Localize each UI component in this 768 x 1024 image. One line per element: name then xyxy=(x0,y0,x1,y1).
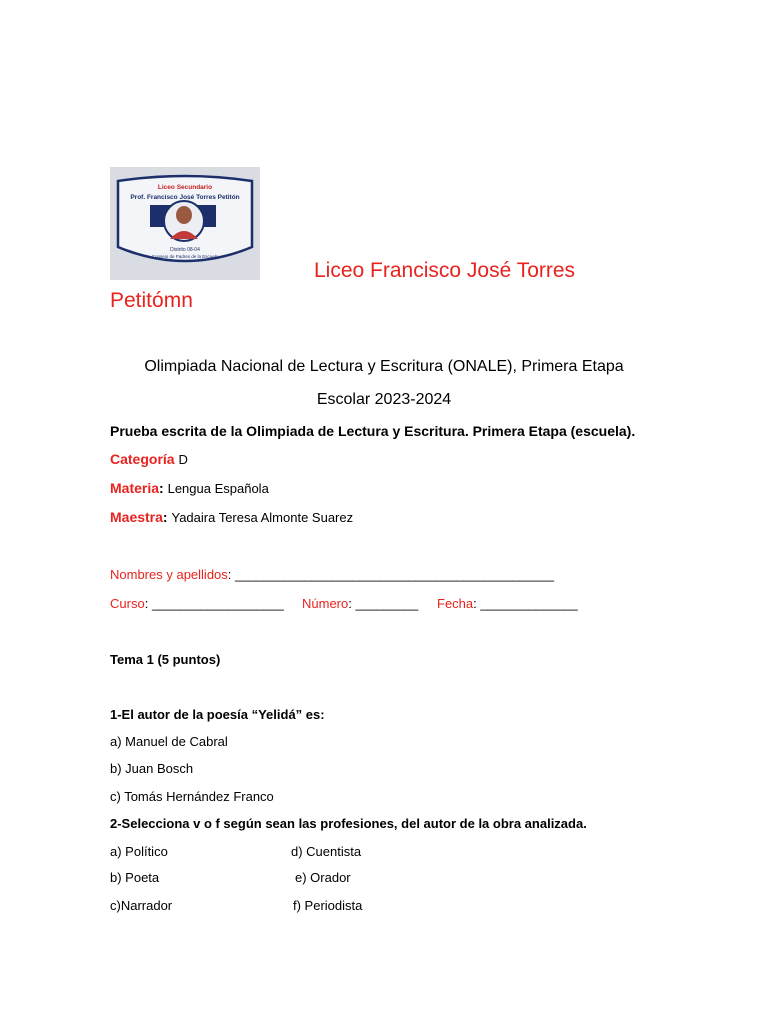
school-logo xyxy=(110,167,260,280)
subject-label: Materia xyxy=(110,480,160,496)
course-colon: : xyxy=(144,596,149,611)
teacher-value: Yadaira Teresa Almonte Suarez xyxy=(171,510,354,525)
school-title-line2: Petitómn xyxy=(110,289,193,312)
category-value: D xyxy=(178,452,188,467)
section-title: Tema 1 (5 puntos) xyxy=(110,652,221,667)
category-label: Categoría xyxy=(110,451,175,467)
course-label: Curso xyxy=(110,596,145,611)
q2-option-a: a) Político xyxy=(110,844,168,859)
date-blank[interactable]: ______________ xyxy=(480,596,578,611)
course-field-row xyxy=(110,596,284,611)
number-label: Número xyxy=(302,596,349,611)
teacher-colon: : xyxy=(162,509,168,525)
q1-option-c: c) Tomás Hernández Franco xyxy=(110,789,274,804)
logo-text-2: Prof. Francisco José Torres Petitón xyxy=(130,194,240,201)
q2-option-c: c)Narrador xyxy=(110,898,173,913)
name-label: Nombres y apellidos xyxy=(110,567,228,582)
number-colon: : xyxy=(348,596,352,611)
course-blank[interactable]: ___________________ xyxy=(151,596,284,611)
number-blank[interactable]: _________ xyxy=(355,596,418,611)
q2-option-d: d) Cuentista xyxy=(291,844,362,859)
name-colon: : xyxy=(227,567,232,582)
question-1: 1-El autor de la poesía “Yelidá” es: xyxy=(110,707,325,722)
logo-text-1: Liceo Secundario xyxy=(157,184,213,191)
logo-text-3: Distrito 08-04 xyxy=(170,247,200,253)
teacher-label: Maestra xyxy=(110,509,163,525)
question-2: 2-Selecciona v o f según sean las profesiones, del autor de la obra analizada. xyxy=(110,816,587,831)
date-field-row xyxy=(437,596,577,611)
subject-row xyxy=(110,480,269,496)
category-row xyxy=(110,451,188,467)
subject-value: Lengua Española xyxy=(167,481,269,496)
exam-title: Prueba escrita de la Olimpiada de Lectura y Escritura. Primera Etapa (escuela). xyxy=(110,423,636,439)
teacher-row xyxy=(110,509,353,525)
logo-text-4: Consejo de Padres de la Escuela xyxy=(151,254,219,259)
q2-option-b: b) Poeta xyxy=(110,870,160,885)
subject-colon: : xyxy=(159,480,164,496)
olympiad-heading-line2: Escolar 2023-2024 xyxy=(316,391,452,408)
date-colon: : xyxy=(473,596,477,611)
q2-option-f: f) Periodista xyxy=(293,898,363,913)
q1-option-b: b) Juan Bosch xyxy=(110,761,194,776)
olympiad-heading-line1: Olimpiada Nacional de Lectura y Escritura (ONALE), Primera Etapa xyxy=(144,358,624,375)
name-field-row xyxy=(110,567,554,582)
date-label: Fecha xyxy=(437,596,474,611)
q1-option-a: a) Manuel de Cabral xyxy=(110,734,228,749)
name-blank[interactable]: ______________________________________________ xyxy=(235,567,554,582)
q2-option-e: e) Orador xyxy=(295,870,351,885)
school-title-line1: Liceo Francisco José Torres xyxy=(314,259,576,282)
number-field-row xyxy=(302,596,418,611)
